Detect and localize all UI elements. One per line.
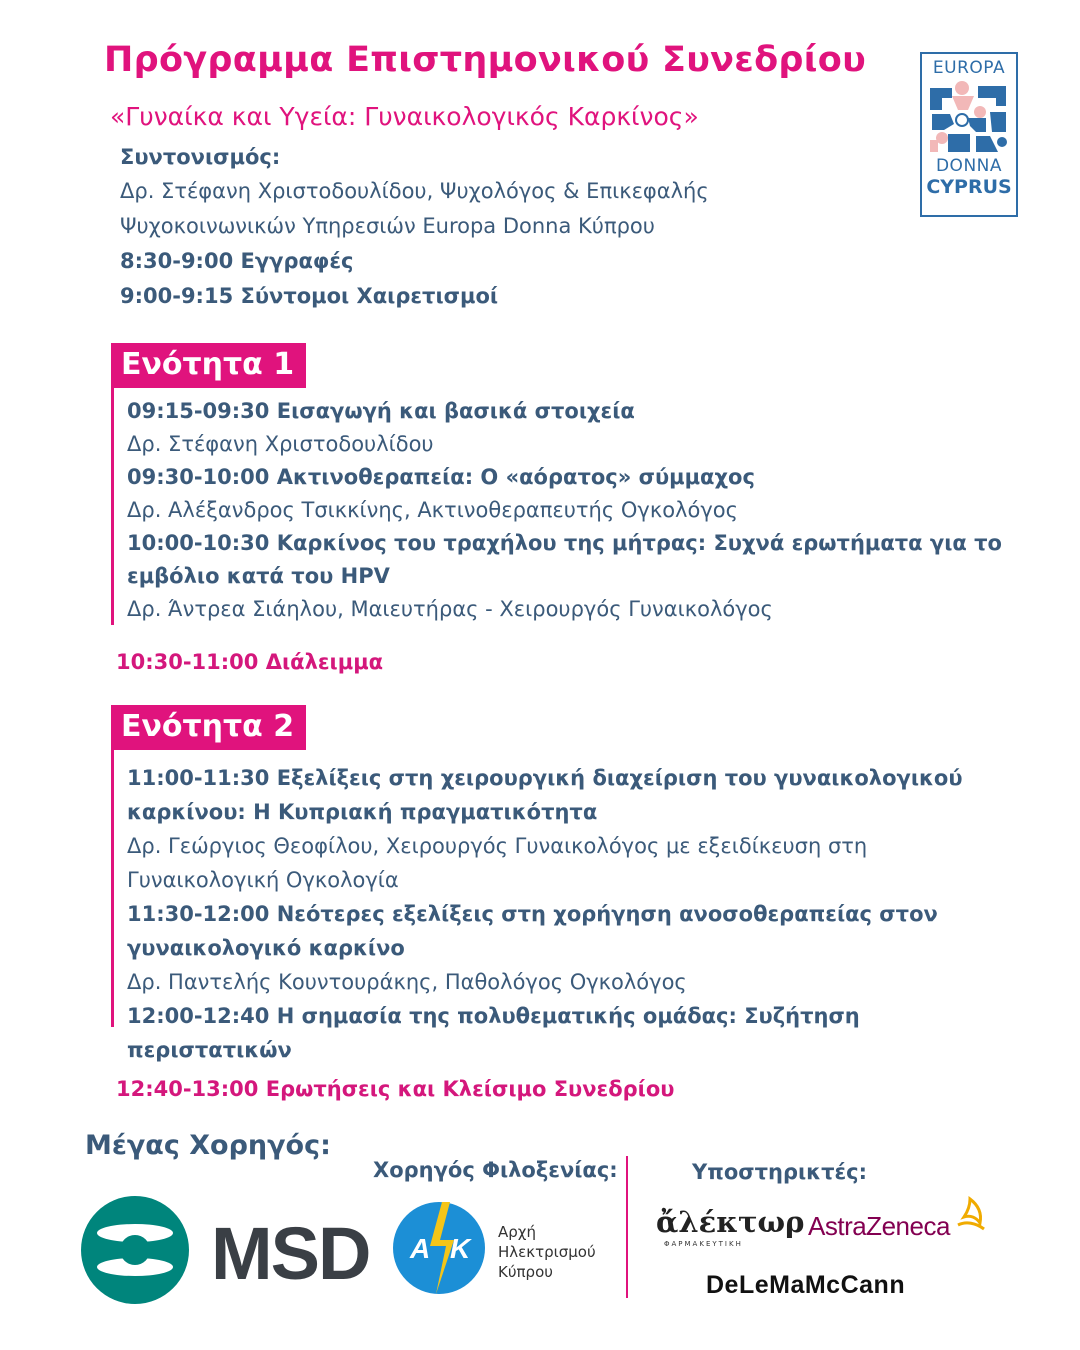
alektor-subtitle: ΦΑΡΜΑΚΕΥΤΙΚΗ [664, 1240, 743, 1248]
eac-name [498, 1222, 596, 1282]
break-slot: 10:30-11:00 Διάλειμμα [116, 650, 384, 674]
section-2-item: 11:00-11:30 Εξελίξεις στη χειρουργική διαχείριση του γυναικολογικού [127, 766, 963, 790]
section-1-item: 09:30-10:00 Ακτινοθεραπεία: Ο «αόρατος» σύμμαχος [127, 465, 755, 489]
section-2-item: Δρ. Γεώργιος Θεοφίλου, Χειρουργός Γυναικολόγος με εξειδίκευση στη [127, 834, 868, 858]
section-1-item: εμβόλιο κατά του HPV [127, 564, 390, 588]
logo-cyprus-text: CYPRUS [926, 176, 1012, 198]
section-1-list [127, 399, 1002, 630]
registration-slot: 8:30-9:00 Εγγραφές [120, 249, 354, 273]
section-1-item: Δρ. Στέφανη Χριστοδουλίδου [127, 432, 434, 456]
section-2-item: γυναικολογικό καρκίνο [127, 936, 405, 960]
sponsor-divider [626, 1156, 628, 1298]
section-2-badge: Ενότητα 2 [111, 705, 306, 750]
section-2-bar [111, 705, 114, 1027]
coordination-line-2: Ψυχοκοινωνικών Υπηρεσιών Europa Donna Κύπρου [120, 214, 655, 238]
coordination-label: Συντονισμός: [120, 145, 281, 169]
logo-figures-icon [922, 78, 1016, 158]
logo-donna-text: DONNA [935, 156, 1003, 176]
section-1-item: Δρ. Άντρεα Σιάηλου, Μαιευτήρας - Χειρουργός Γυναικολόγος [127, 597, 773, 621]
section-2-list [127, 766, 963, 1072]
section-2-item: καρκίνου: Η Κυπριακή πραγματικότητα [127, 800, 598, 824]
coordination-line-1: Δρ. Στέφανη Χριστοδουλίδου, Ψυχολόγος & Επικεφαλής [120, 179, 709, 203]
msd-wordmark: MSD [211, 1212, 370, 1295]
closing-slot: 12:40-13:00 Ερωτήσεις και Κλείσιμο Συνεδρίου [116, 1077, 675, 1101]
section-2-item: Δρ. Παντελής Κουντουράκης, Παθολόγος Ογκολόγος [127, 970, 687, 994]
eac-name-line-1: Αρχή [498, 1223, 536, 1241]
section-1-item: Δρ. Αλέξανδρος Τσικκίνης, Ακτινοθεραπευτής Ογκολόγος [127, 498, 738, 522]
eac-name-line-3: Κύπρου [498, 1263, 553, 1281]
section-1-item: 09:15-09:30 Εισαγωγή και βασικά στοιχεία [127, 399, 635, 423]
section-2-item: περιστατικών [127, 1038, 292, 1062]
svg-text:A: A [410, 1233, 431, 1264]
alektor-logo: ἄλέκτωρ [656, 1205, 805, 1239]
section-1-item: 10:00-10:30 Καρκίνος του τραχήλου της μήτρας: Συχνά ερωτήματα για το [127, 531, 1002, 555]
section-1-badge: Ενότητα 1 [111, 343, 306, 388]
section-2-item: Γυναικολογική Ογκολογία [127, 868, 399, 892]
eac-name-line-2: Ηλεκτρισμού [498, 1243, 596, 1261]
hospitality-sponsor-label: Χορηγός Φιλοξενίας: [373, 1158, 618, 1182]
eac-logo [392, 1198, 487, 1298]
astrazeneca-logo: AstraZeneca [808, 1211, 950, 1241]
delema-mccann-logo: DeLeMaMcCann [706, 1271, 906, 1299]
astrazeneca-symbol-icon [950, 1195, 990, 1235]
greetings-slot: 9:00-9:15 Σύντομοι Χαιρετισμοί [120, 284, 499, 308]
eac-logo-icon [392, 1198, 487, 1298]
svg-text:K: K [450, 1233, 471, 1264]
page-subtitle: «Γυναίκα και Υγεία: Γυναικολογικός Καρκίνος» [110, 102, 699, 131]
page-title: Πρόγραμμα Επιστημονικού Συνεδρίου [104, 40, 867, 80]
major-sponsor-label: Μέγας Χορηγός: [85, 1130, 331, 1161]
msd-logo-icon [80, 1195, 190, 1305]
europa-donna-logo [920, 52, 1018, 217]
section-2-item: 11:30-12:00 Νεότερες εξελίξεις στη χορήγηση ανοσοθεραπείας στον [127, 902, 938, 926]
logo-europa-text: EUROPA [932, 58, 1006, 78]
supporters-label: Υποστηρικτές: [692, 1160, 868, 1184]
section-2-item: 12:00-12:40 Η σημασία της πολυθεματικής ομάδας: Συζήτηση [127, 1004, 860, 1028]
